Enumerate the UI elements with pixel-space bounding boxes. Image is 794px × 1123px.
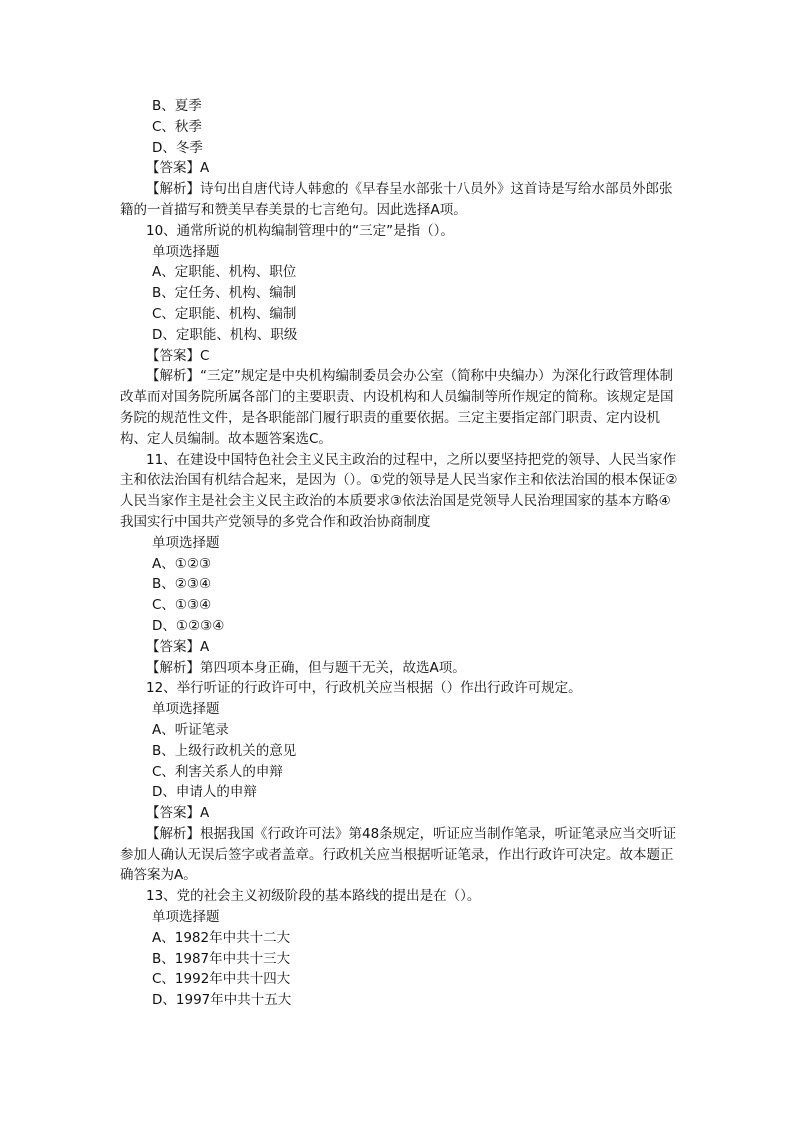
- question-type: 单项选择题: [152, 701, 220, 718]
- question-text: 11、在建设中国特色社会主义民主政治的过程中，之所以要坚持把党的领导、人民当家作主和依法治国有机结合起来，是因为（）。①党的领导是人民当家作主和依法治国的根本保证②人民当家作主是社会主义民主政治的本质要求③依法治国是党领导人民治理国家的基本方略④我国实行中国共产党领导的多党合作和政治协商制度: [120, 451, 678, 530]
- question-type: 单项选择题: [152, 243, 220, 260]
- option-a: A、听证笔录: [152, 721, 229, 738]
- option-a: A、①②③: [152, 555, 212, 572]
- analysis: 【解析】第四项本身正确，但与题干无关，故选A项。: [146, 659, 466, 676]
- question-type: 单项选择题: [152, 534, 220, 551]
- question-10: [120, 221, 680, 450]
- analysis: 【解析】根据我国《行政许可法》第48条规定，听证应当制作笔录，听证笔录应当交听证参加人确认无误后签字或者盖章。行政机关应当根据听证笔录，作出行政许可决定。故本题正确答案为A。: [120, 825, 677, 884]
- option-d: D、1997年中共十五大: [152, 992, 292, 1009]
- question-12: [120, 678, 680, 886]
- question-11: [120, 450, 680, 679]
- question-text: 12、举行听证的行政许可中，行政机关应当根据（）作出行政许可规定。: [146, 680, 582, 697]
- question-text: 10、通常所说的机构编制管理中的“三定”是指（）。: [146, 222, 454, 239]
- question-text: 13、党的社会主义初级阶段的基本路线的提出是在（）。: [146, 888, 481, 905]
- answer: 【答案】A: [146, 638, 210, 655]
- document-body: [120, 96, 680, 1011]
- answer: 【答案】A: [146, 805, 210, 822]
- question-type: 单项选择题: [152, 909, 220, 926]
- option-a: A、定职能、机构、职位: [152, 264, 297, 281]
- option-b: B、②③④: [152, 576, 212, 593]
- option-c: C、利害关系人的申辩: [152, 763, 283, 780]
- option-d: D、冬季: [152, 139, 203, 156]
- question-9-tail: [120, 96, 680, 221]
- option-b: B、夏季: [152, 98, 202, 114]
- option-d: D、申请人的申辩: [152, 784, 257, 801]
- option-d: D、①②③④: [152, 617, 225, 634]
- answer: 【答案】A: [146, 160, 210, 177]
- option-b: B、上级行政机关的意见: [152, 742, 297, 759]
- option-c: C、①③④: [152, 597, 212, 614]
- option-c: C、定职能、机构、编制: [152, 305, 297, 322]
- analysis: 【解析】“三定”规定是中央机构编制委员会办公室（简称中央编办）为深化行政管理体制改革而对国务院所属各部门的主要职责、内设机构和人员编制等所作规定的简称。该规定是国务院的规范性文件，是各职能部门履行职责的重要依据。三定主要指定部门职责、定内设机构、定人员编制。故本题答案选C。: [120, 368, 674, 447]
- analysis: 【解析】诗句出自唐代诗人韩愈的《早春呈水部张十八员外》这首诗是写给水部员外郎张籍的一首描写和赞美早春美景的七言绝句。因此选择A项。: [120, 181, 673, 218]
- option-b: B、1987年中共十三大: [152, 950, 291, 967]
- option-c: C、1992年中共十四大: [152, 971, 291, 988]
- option-d: D、定职能、机构、职级: [152, 326, 298, 343]
- question-13: [120, 886, 680, 1011]
- option-b: B、定任务、机构、编制: [152, 285, 297, 302]
- answer: 【答案】C: [146, 347, 210, 364]
- option-a: A、1982年中共十二大: [152, 929, 291, 946]
- option-c: C、秋季: [152, 118, 202, 135]
